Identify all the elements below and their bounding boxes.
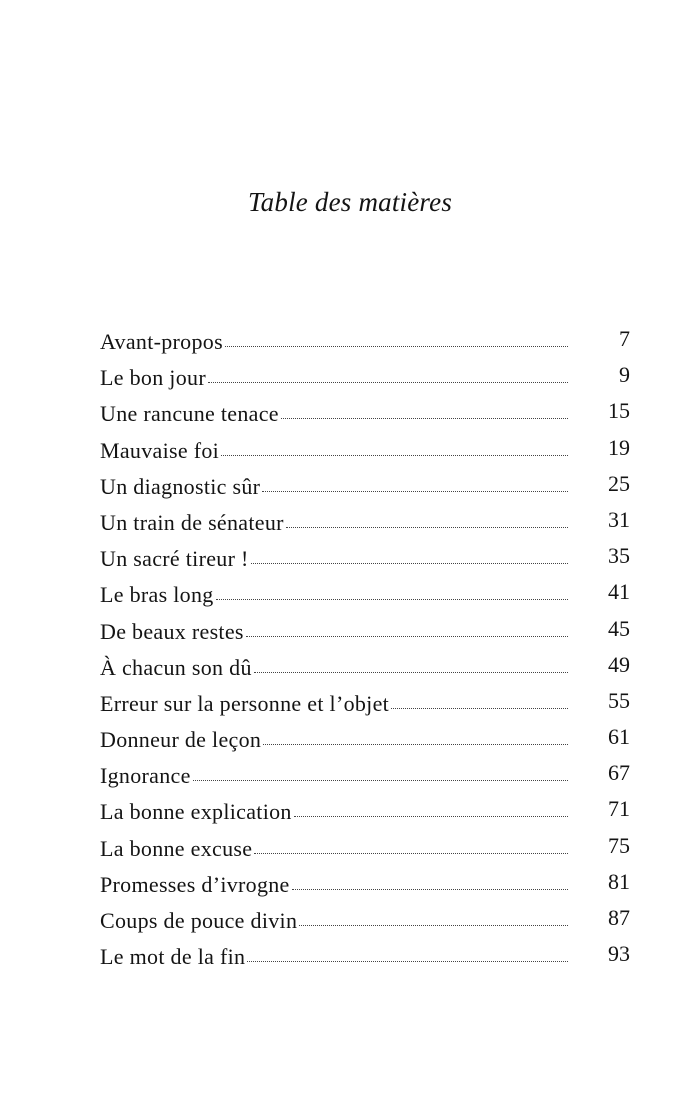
- toc-entry-page-number: 15: [608, 398, 630, 424]
- toc-entry-title: Promesses d’ivrogne: [100, 871, 290, 897]
- page-title: Table des matières: [247, 187, 453, 217]
- toc-entry: [100, 541, 630, 577]
- toc-leader-container: [279, 419, 568, 421]
- toc-entry-page-number: 87: [608, 905, 630, 930]
- toc-entry-title: Un diagnostic sûr: [100, 473, 261, 499]
- toc-entry-title: Ignorance: [100, 763, 191, 789]
- toc-entry-page-number: 61: [608, 724, 630, 750]
- toc-entry: [100, 396, 630, 432]
- toc-entry-title: La bonne excuse: [100, 835, 253, 861]
- toc-leader-container: [244, 637, 568, 639]
- toc-entry: [100, 758, 630, 794]
- dot-leader: [263, 743, 568, 745]
- toc-entry: [100, 324, 630, 360]
- dot-leader: [193, 779, 568, 781]
- toc-entry-title: Un sacré tireur !: [100, 546, 249, 572]
- toc-entry-title: Avant-propos: [100, 329, 223, 354]
- toc-entry-page-number: 45: [608, 615, 630, 641]
- toc-entry-page-number: 75: [608, 832, 630, 858]
- toc-entry-title: La bonne explication: [100, 799, 292, 825]
- toc-entry-page-number: 31: [608, 506, 630, 532]
- toc-leader-container: [252, 854, 568, 856]
- toc-entry: [100, 650, 630, 686]
- toc-leader-container: [297, 926, 568, 928]
- dot-leader: [225, 345, 568, 347]
- toc-entry-title: Un train de sénateur: [100, 509, 284, 535]
- toc-leader-container: [290, 890, 568, 892]
- dot-leader: [262, 490, 568, 492]
- toc-entry-title: Le mot de la fin: [100, 944, 246, 970]
- toc-entry: [100, 614, 630, 650]
- toc-entry: [100, 469, 630, 505]
- toc-leader-container: [214, 600, 568, 602]
- dot-leader: [246, 635, 568, 637]
- toc-leader-container: [219, 456, 568, 458]
- toc-entry-page-number: 93: [608, 941, 630, 967]
- toc-entry: [100, 794, 630, 830]
- toc-entry-title: Donneur de leçon: [100, 727, 262, 753]
- toc-leader-container: [389, 709, 568, 711]
- toc-leader-container: [261, 745, 568, 747]
- toc-entry: [100, 867, 630, 903]
- toc-entry-page-number: 81: [608, 868, 630, 894]
- toc-entry: [100, 433, 630, 469]
- toc-entry: [100, 360, 630, 396]
- dot-leader: [208, 381, 568, 383]
- toc-entry-page-number: 9: [619, 362, 630, 388]
- toc-entry-page-number: 35: [608, 543, 630, 569]
- toc-entry-title: Le bon jour: [100, 365, 206, 391]
- toc-entry-title: De beaux restes: [100, 618, 244, 644]
- toc-entry-page-number: 19: [608, 434, 630, 460]
- toc-entry: [100, 903, 630, 939]
- table-of-contents: [100, 324, 630, 975]
- toc-entry-title: Une rancune tenace: [100, 401, 279, 427]
- dot-leader: [281, 417, 568, 419]
- dot-leader: [299, 924, 568, 926]
- toc-entry: [100, 831, 630, 867]
- toc-leader-container: [252, 673, 568, 675]
- dot-leader: [247, 960, 568, 962]
- toc-entry: [100, 686, 630, 722]
- toc-leader-container: [206, 383, 568, 385]
- toc-leader-container: [191, 781, 568, 783]
- dot-leader: [254, 671, 568, 673]
- toc-entry: [100, 939, 630, 975]
- toc-leader-container: [284, 528, 568, 530]
- toc-entry-title: Le bras long: [100, 582, 214, 608]
- toc-leader-container: [223, 347, 568, 349]
- dot-leader: [294, 815, 568, 817]
- toc-entry-page-number: 49: [608, 651, 630, 677]
- dot-leader: [391, 707, 568, 709]
- toc-entry-page-number: 25: [608, 470, 630, 496]
- toc-entry: [100, 505, 630, 541]
- dot-leader: [216, 598, 568, 600]
- toc-entry-title: Erreur sur la personne et l’objet: [100, 690, 390, 716]
- toc-entry-page-number: 7: [619, 326, 630, 351]
- toc-leader-container: [245, 962, 568, 964]
- toc-entry-page-number: 41: [608, 579, 630, 605]
- dot-leader: [286, 526, 568, 528]
- toc-entry-title: Coups de pouce divin: [100, 908, 298, 933]
- toc-leader-container: [249, 564, 568, 566]
- toc-entry-page-number: 67: [608, 760, 630, 786]
- dot-leader: [251, 562, 568, 564]
- toc-entry-title: À chacun son dû: [100, 654, 252, 680]
- toc-entry-title: Mauvaise foi: [100, 437, 220, 463]
- toc-entry: [100, 577, 630, 613]
- toc-entry-page-number: 71: [608, 796, 630, 822]
- dot-leader: [254, 852, 568, 854]
- toc-leader-container: [260, 492, 568, 494]
- dot-leader: [292, 888, 568, 890]
- dot-leader: [221, 454, 568, 456]
- toc-leader-container: [292, 817, 568, 819]
- toc-entry-page-number: 55: [608, 687, 630, 713]
- toc-entry: [100, 722, 630, 758]
